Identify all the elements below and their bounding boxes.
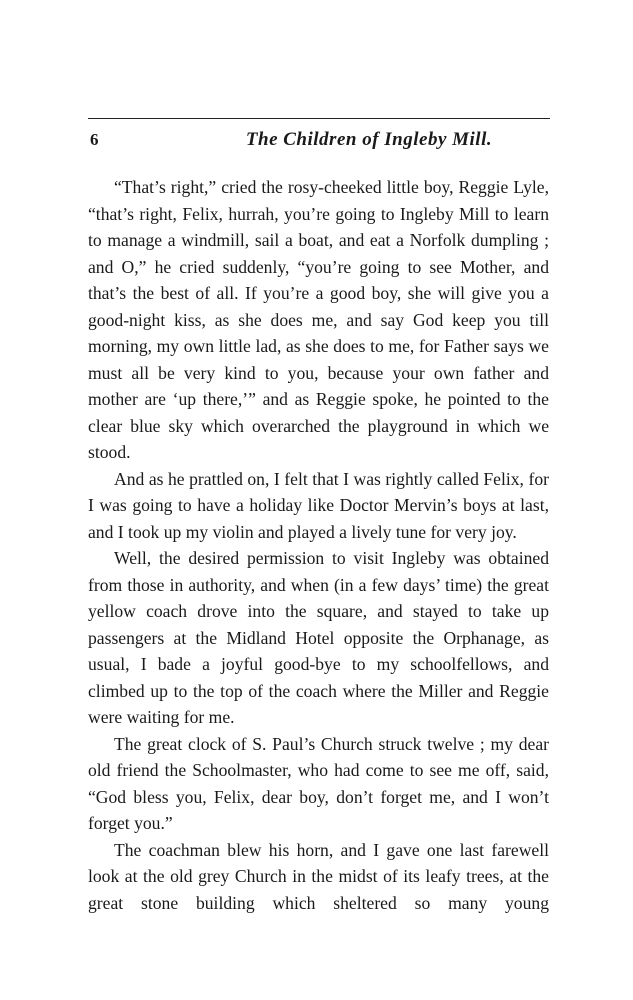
header-rule: [88, 118, 550, 119]
paragraph: And as he prattled on, I felt that I was rightly called Felix, for I was going to have a holiday like Doctor Mervin’s boys at last, and I took up my violin and played a lively tune for very joy.: [88, 468, 549, 542]
running-title: The Children of Ingleby Mill.: [245, 129, 493, 150]
paragraph: Well, the desired permission to visit Ingleby was obtained from those in authority, and when (in a few days’ time) the great yellow coach drove into the square, and stayed to take up passengers at the Midland Hotel opposite the Orphanage, as usual, I bade a joyful good-bye to my schoolfellows, and climbed up to the top of the coach where the Miller and Reggie were waiting for me.: [88, 548, 549, 727]
paragraph: “That’s right,” cried the rosy-cheeked little boy, Reggie Lyle, “that’s right, Felix, hurrah, you’re going to Ingleby Mill to learn to manage a windmill, sail a boat, and eat a Norfolk dumpling ; and O,” he cried suddenly, “you’re going to see Mother, and that’s the best of all. If you’re a good boy, she will give you a good-night kiss, as she does me, and say God keep you till morning, my own little lad, as she does to me, for Father says we must all be very kind to you, because your own father and mother are ‘up there,’” and as Reggie spoke, he pointed to the clear blue sky which overarched the playground in which we stood.: [88, 177, 549, 462]
paragraph: The coachman blew his horn, and I gave one last farewell look at the old grey Church in the midst of its leafy trees, at the great stone building which sheltered so many young: [88, 839, 549, 913]
page-number: 6: [90, 130, 99, 149]
body-text: [88, 174, 549, 916]
page-header: [88, 127, 550, 153]
paragraph: The great clock of S. Paul’s Church struck twelve ; my dear old friend the Schoolmaster, who had come to see me off, said, “God bless you, Felix, dear boy, don’t forget me, and I won’t forget you.”: [88, 733, 549, 833]
